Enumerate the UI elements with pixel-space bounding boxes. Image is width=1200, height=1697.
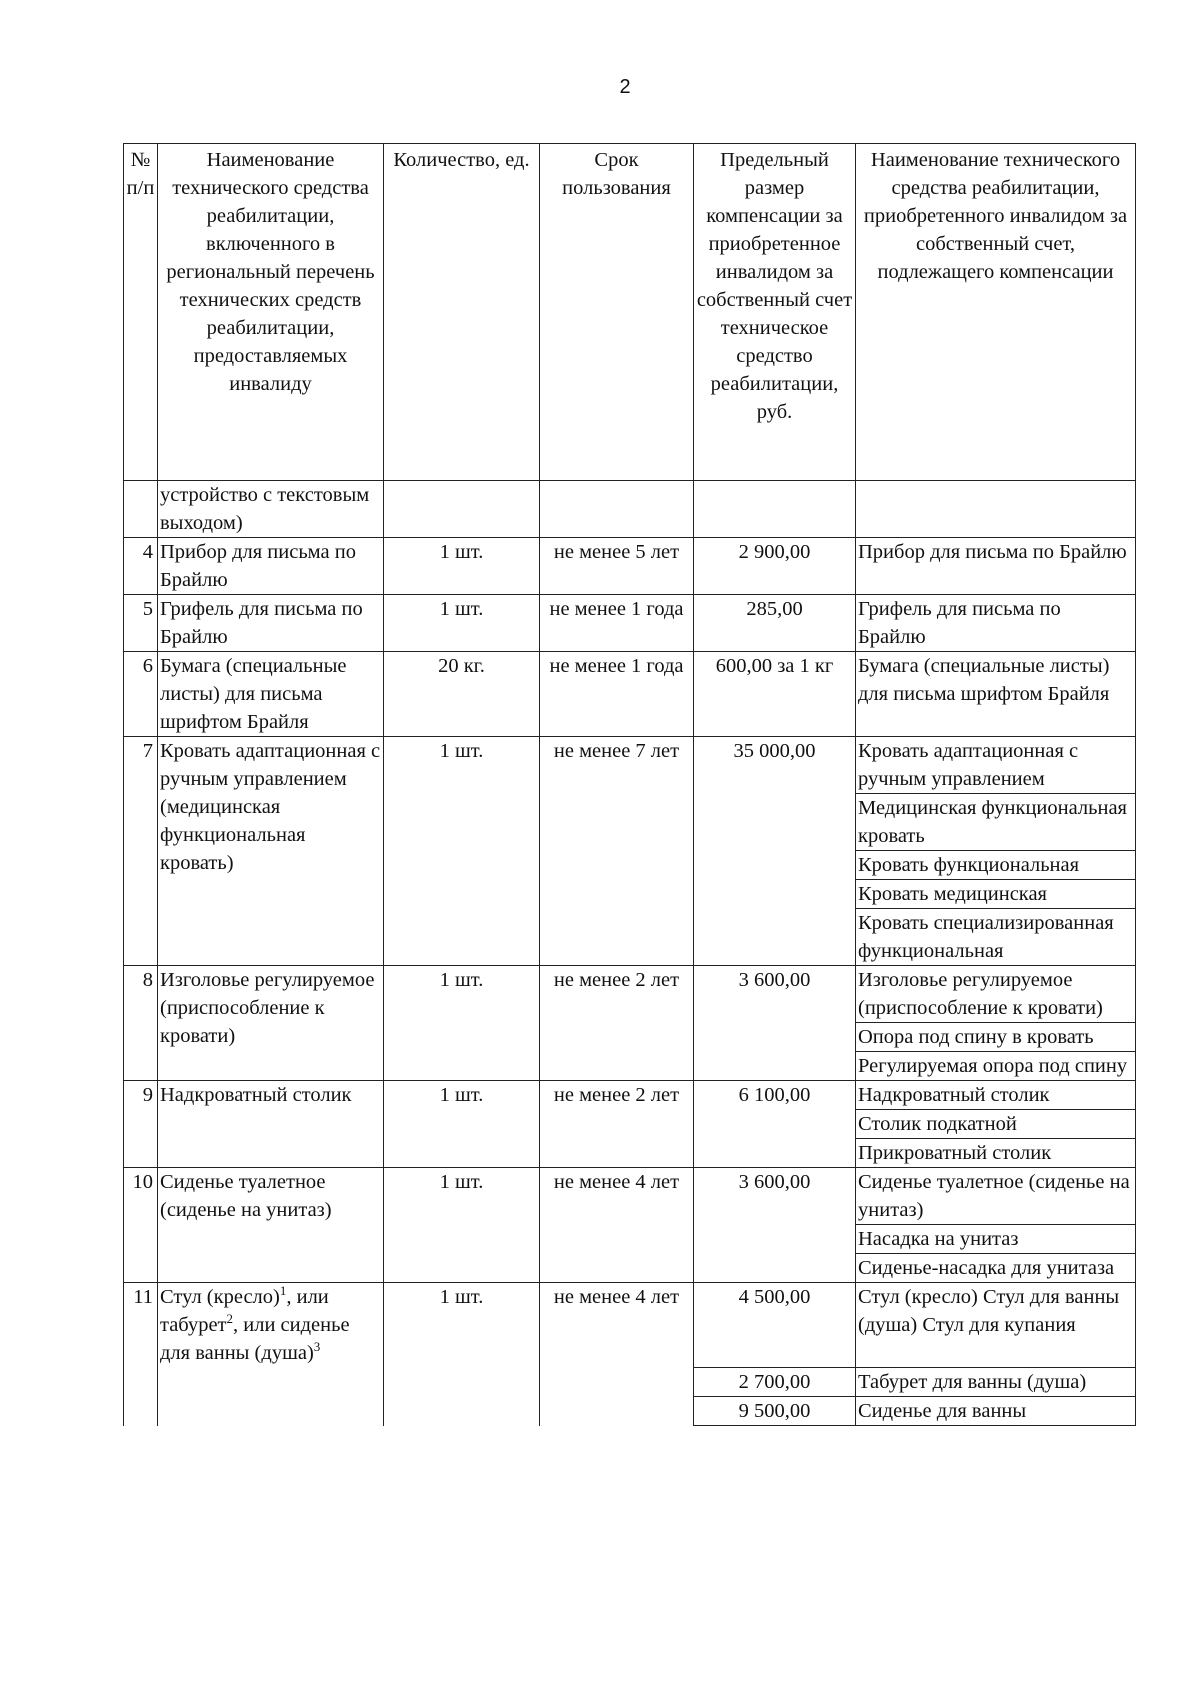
- cell-comp: [856, 1168, 1136, 1283]
- header-qty: Количество, ед.: [384, 144, 540, 481]
- cell-name: Надкроватный столик: [158, 1081, 384, 1168]
- cell-num: 9: [124, 1081, 158, 1168]
- cell-term: не менее 4 лет: [540, 1283, 694, 1426]
- cell-limit: 35 000,00: [694, 737, 856, 966]
- cell-comp: Табурет для ванны (душа): [856, 1368, 1136, 1397]
- header-term: Срок пользования: [540, 144, 694, 481]
- cell-qty: 1 шт.: [384, 966, 540, 1081]
- cell-limit: 285,00: [694, 595, 856, 652]
- table-row: [124, 966, 1136, 1081]
- cell-term: не менее 7 лет: [540, 737, 694, 966]
- comp-item: Прибор для письма по Брайлю: [858, 541, 1127, 563]
- cell-name: Кровать адаптационная с ручным управлением (медицинская функциональная кровать): [158, 737, 384, 966]
- cell-num: 4: [124, 538, 158, 595]
- header-comp-name: Наименование технического средства реабилитации, приобретенного инвалидом за собственный счет, подлежащего компенсации: [856, 144, 1136, 481]
- cell-num: 7: [124, 737, 158, 966]
- comp-item: Кровать адаптационная с ручным управлением: [856, 737, 1135, 794]
- cell-comp: [856, 966, 1136, 1081]
- comp-item: Опора под спину в кровать: [856, 1023, 1135, 1052]
- table-row: [124, 538, 1136, 595]
- cell-num: 8: [124, 966, 158, 1081]
- cell-limit: 2 900,00: [694, 538, 856, 595]
- cell-comp: [856, 595, 1136, 652]
- cell-name: Изголовье регулируемое (приспособление к кровати): [158, 966, 384, 1081]
- comp-item: Кровать специализированная функциональная: [858, 912, 1114, 962]
- comp-item: Медицинская функциональная кровать: [856, 794, 1135, 851]
- cell-num: 10: [124, 1168, 158, 1283]
- header-num: № п/п: [124, 144, 158, 481]
- comp-item: Сиденье-насадка для унитаза: [858, 1257, 1115, 1279]
- comp-item: Грифель для письма по Брайлю: [858, 598, 1061, 648]
- cell-name: устройство с текстовым выходом): [158, 481, 384, 538]
- cell-num: 5: [124, 595, 158, 652]
- cell-term: не менее 2 лет: [540, 966, 694, 1081]
- table-row: [124, 1168, 1136, 1283]
- table-row: [124, 652, 1136, 737]
- comp-item: Прикроватный столик: [858, 1142, 1052, 1164]
- table-row: [124, 737, 1136, 966]
- comp-item: Регулируемая опора под спину: [858, 1055, 1128, 1077]
- cell-term: не менее 4 лет: [540, 1168, 694, 1283]
- cell-limit: 2 700,00: [694, 1368, 856, 1397]
- cell-qty: 20 кг.: [384, 652, 540, 737]
- cell-term: не менее 1 года: [540, 652, 694, 737]
- cell-comp: [856, 737, 1136, 966]
- cell-name: Бумага (специальные листы) для письма шрифтом Брайля: [158, 652, 384, 737]
- cell-qty: 1 шт.: [384, 737, 540, 966]
- cell-qty: 1 шт.: [384, 1168, 540, 1283]
- cell-limit: 6 100,00: [694, 1081, 856, 1168]
- cell-limit: 600,00 за 1 кг: [694, 652, 856, 737]
- cell-num: 6: [124, 652, 158, 737]
- table-row: [124, 1081, 1136, 1168]
- cell-qty: 1 шт.: [384, 1283, 540, 1426]
- cell-limit: 9 500,00: [694, 1397, 856, 1426]
- table-row: [124, 595, 1136, 652]
- cell-comp: [856, 538, 1136, 595]
- comp-item: Бумага (специальные листы) для письма шрифтом Брайля: [858, 655, 1110, 705]
- cell-limit: 3 600,00: [694, 1168, 856, 1283]
- cell-comp: [856, 652, 1136, 737]
- cell-name: Грифель для письма по Брайлю: [158, 595, 384, 652]
- cell-qty: 1 шт.: [384, 595, 540, 652]
- comp-item: Надкроватный столик: [856, 1081, 1135, 1110]
- cell-name: Стул (кресло)$^1$, или табурет$^2$, или сиденье для ванны (душа)$^3$: [158, 1283, 384, 1426]
- comp-item: Насадка на унитаз: [856, 1225, 1135, 1254]
- cell-term: не менее 2 лет: [540, 1081, 694, 1168]
- comp-item: Кровать функциональная: [856, 851, 1135, 880]
- cell-term: не менее 5 лет: [540, 538, 694, 595]
- cell-comp: Сиденье для ванны: [856, 1397, 1136, 1426]
- cell-num: 11: [124, 1283, 158, 1426]
- cell-qty: 1 шт.: [384, 1081, 540, 1168]
- table-header-row: [124, 144, 1136, 481]
- cell-qty: 1 шт.: [384, 538, 540, 595]
- table-row-continued: [124, 481, 1136, 538]
- comp-item: Кровать медицинская: [856, 880, 1135, 909]
- cell-name: Сиденье туалетное (сиденье на унитаз): [158, 1168, 384, 1283]
- compensation-table: [123, 143, 1136, 1426]
- table-row: [124, 1283, 1136, 1368]
- comp-item: Столик подкатной: [856, 1110, 1135, 1139]
- comp-item: Сиденье туалетное (сиденье на унитаз): [856, 1168, 1135, 1225]
- header-name: Наименование технического средства реабилитации, включенного в региональный перечень технических средств реабилитации, предоставляемых инвалиду: [158, 144, 384, 481]
- cell-comp: Стул (кресло) Стул для ванны (душа) Стул для купания: [856, 1283, 1136, 1368]
- header-limit: Предельный размер компенсации за приобретенное инвалидом за собственный счет техническое средство реабилитации, руб.: [694, 144, 856, 481]
- page-number: 2: [619, 76, 631, 98]
- comp-item: Изголовье регулируемое (приспособление к кровати): [856, 966, 1135, 1023]
- cell-comp: [856, 1081, 1136, 1168]
- cell-limit: 3 600,00: [694, 966, 856, 1081]
- cell-limit: 4 500,00: [694, 1283, 856, 1368]
- cell-name: Прибор для письма по Брайлю: [158, 538, 384, 595]
- cell-term: не менее 1 года: [540, 595, 694, 652]
